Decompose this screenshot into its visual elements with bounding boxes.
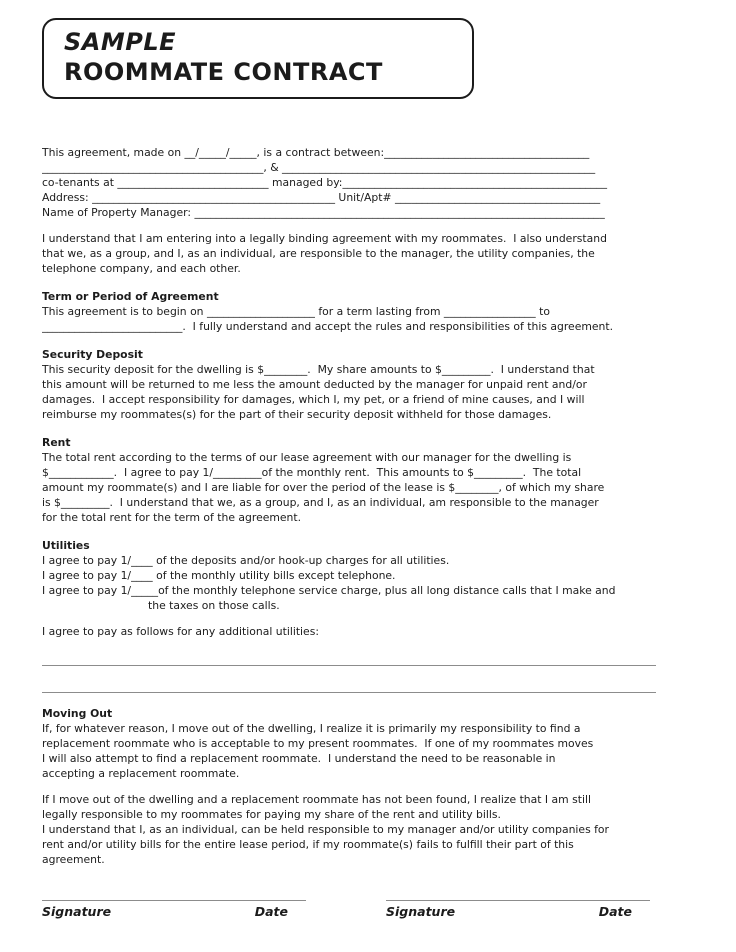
signature-area [42, 900, 696, 919]
text-line: I understand that I, as an individual, can be held responsible to my manager and/or utility companies for [42, 823, 609, 836]
text-line: agreement. [42, 853, 105, 866]
signature-block-1 [42, 900, 306, 919]
section-heading-rent: Rent [42, 436, 71, 449]
section-heading-moving-out: Moving Out [42, 707, 113, 720]
text-line: If, for whatever reason, I move out of the dwelling, I realize it is primarily my responsibility to find a [42, 722, 581, 735]
date-label: Date [598, 904, 632, 919]
text-line: accepting a replacement roommate. [42, 767, 240, 780]
blank-write-in-line [42, 665, 656, 666]
section-heading-security-deposit: Security Deposit [42, 348, 143, 361]
text-line: I agree to pay 1/____ of the monthly utility bills except telephone. [42, 569, 396, 582]
security-deposit [42, 347, 656, 422]
text-line: _________________________________________, & __________________________________________________________ [42, 161, 596, 174]
text-line: This agreement, made on __/_____/_____, is a contract between:______________________________________ [42, 146, 590, 159]
sample-label: SAMPLE [64, 28, 177, 56]
rent [42, 435, 656, 525]
text-line: I agree to pay 1/_____of the monthly telephone service charge, plus all long distance calls that I make and [42, 584, 616, 597]
text-line: $____________. I agree to pay 1/_________of the monthly rent. This amounts to $_________. The total [42, 466, 582, 479]
moving-out-liability [42, 792, 656, 867]
additional-utilities [42, 624, 656, 639]
text-line: Name of Property Manager: ____________________________________________________________________________ [42, 206, 605, 219]
document-title-box [42, 18, 474, 99]
document-body [42, 145, 656, 867]
text-line: I understand that I am entering into a legally binding agreement with my roommates. I also understand [42, 232, 607, 245]
text-line: is $_________. I understand that we, as a group, and I, as an individual, am responsible to the manager [42, 496, 599, 509]
text-line: damages. I accept responsibility for damages, which I, my pet, or a friend of mine causes, and I will [42, 393, 585, 406]
document-title: ROOMMATE CONTRACT [64, 58, 383, 86]
text-line: replacement roommate who is acceptable to my present roommates. If one of my roommates moves [42, 737, 594, 750]
text-line: legally responsible to my roommates for paying my share of the rent and utility bills. [42, 808, 501, 821]
text-line: I agree to pay 1/____ of the deposits and/or hook-up charges for all utilities. [42, 554, 450, 567]
signature-label: Signature [386, 904, 456, 919]
text-line: I will also attempt to find a replacement roommate. I understand the need to be reasonable in [42, 752, 556, 765]
term [42, 289, 656, 334]
text-line: This agreement is to begin on ____________________ for a term lasting from _________________ to [42, 305, 550, 318]
text-line: I agree to pay as follows for any additional utilities: [42, 625, 319, 638]
text-line: for the total rent for the term of the agreement. [42, 511, 302, 524]
text-line: This security deposit for the dwelling is $________. My share amounts to $_________. I understand that [42, 363, 595, 376]
date-label: Date [254, 904, 288, 919]
text-line: rent and/or utility bills for the entire lease period, if my roommate(s) fails to fulfill their part of this [42, 838, 574, 851]
signature-line [42, 900, 306, 901]
blank-rules [42, 665, 656, 693]
text-line: Address: _____________________________________________ Unit/Apt# ______________________________________ [42, 191, 601, 204]
text-line: The total rent according to the terms of our lease agreement with our manager for the dwelling is [42, 451, 572, 464]
text-line: that we, as a group, and I, as an individual, are responsible to the manager, the utility companies, the [42, 247, 595, 260]
utilities [42, 538, 656, 613]
section-heading-term: Term or Period of Agreement [42, 290, 219, 303]
signature-block-2 [386, 900, 650, 919]
text-line: __________________________. I fully understand and accept the rules and responsibilities of this agreement. [42, 320, 614, 333]
text-line: this amount will be returned to me less the amount deducted by the manager for unpaid rent and/or [42, 378, 587, 391]
signature-line [386, 900, 650, 901]
text-line: co-tenants at ____________________________ managed by:_________________________________________________ [42, 176, 607, 189]
text-line: amount my roommate(s) and I are liable for over the period of the lease is $________, of which my share [42, 481, 605, 494]
signature-label: Signature [42, 904, 112, 919]
text-line: If I move out of the dwelling and a replacement roommate has not been found, I realize that I am still [42, 793, 591, 806]
intro-fields [42, 145, 656, 220]
blank-write-in-line [42, 692, 656, 693]
text-line: telephone company, and each other. [42, 262, 241, 275]
binding-statement [42, 231, 656, 276]
text-line: the taxes on those calls. [148, 599, 280, 612]
moving-out [42, 706, 656, 781]
section-heading-utilities: Utilities [42, 539, 90, 552]
text-line: reimburse my roommates(s) for the part of their security deposit withheld for those damages. [42, 408, 552, 421]
